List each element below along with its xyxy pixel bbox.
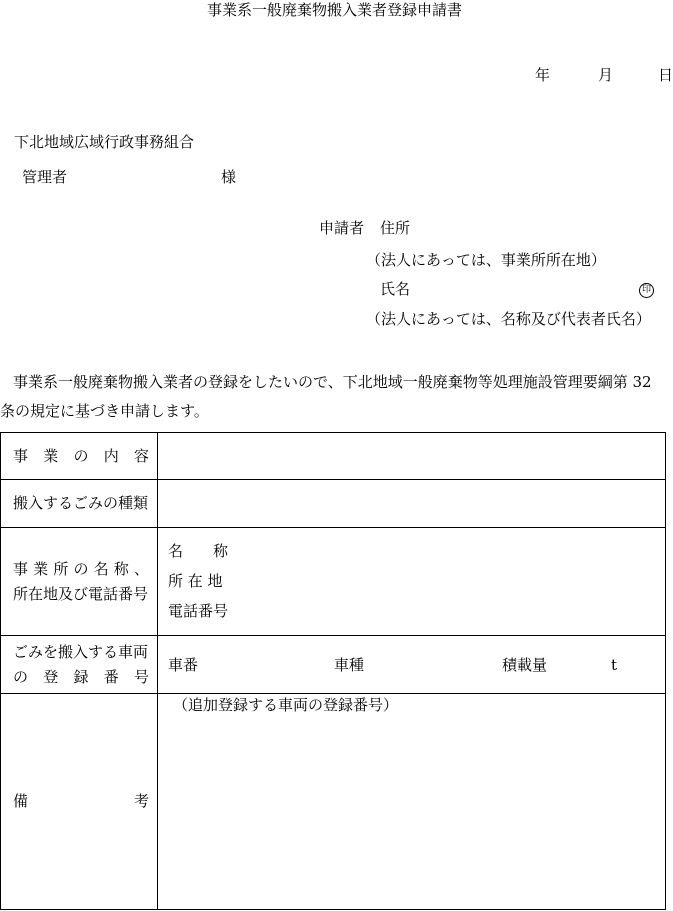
waste-type-label: 搬入するごみの種類: [1, 480, 158, 528]
label-char: 登: [43, 667, 59, 686]
date-day-label: 日: [658, 66, 673, 84]
label-char: 業: [43, 446, 59, 465]
applicant-label: 申請者: [319, 219, 365, 237]
addressee-org: 下北地域広域行政事務組合: [14, 133, 195, 151]
label-char: の: [73, 559, 89, 578]
vehicle-load-label: 積載量: [502, 656, 548, 674]
table-row-business-content: [1, 433, 666, 480]
label-char: 、: [133, 559, 149, 578]
vehicle-label: [1, 636, 158, 694]
remarks-note: （追加登録する車両の登録番号）: [173, 696, 399, 714]
vehicle-type-label: 車種: [334, 656, 365, 674]
office-info-label-line2: 所在地及び電話番号: [13, 584, 149, 603]
label-char: 所: [53, 559, 69, 578]
label-char: の: [73, 446, 89, 465]
business-content-label: [1, 433, 158, 480]
label-char: 容: [133, 446, 149, 465]
remarks-label: [1, 694, 158, 910]
vehicle-load-unit: t: [611, 656, 618, 674]
table-row-remarks: [1, 694, 666, 910]
label-char: 内: [103, 446, 119, 465]
table-row-office-info: [1, 528, 666, 636]
label-char: 号: [133, 667, 149, 686]
office-phone-label: 電話番号: [168, 602, 229, 620]
waste-type-field[interactable]: [158, 480, 666, 528]
office-name-label: 名 称: [168, 542, 229, 560]
vehicle-plate-label: 車番: [168, 656, 199, 674]
label-char: 事: [13, 446, 29, 465]
body-text-line2: 条の規定に基づき申請します。: [0, 402, 209, 420]
date-month-label: 月: [598, 66, 614, 84]
date-year-label: 年: [535, 66, 551, 84]
body-text-line1: 事業系一般廃棄物搬入業者の登録をしたいので、下北地域一般廃棄物等処理施設管理要綱第 32: [13, 373, 652, 391]
label-char: 称: [113, 559, 129, 578]
table-row-waste-type: [1, 480, 666, 528]
office-info-field[interactable]: [158, 528, 666, 636]
vehicle-label-line1: ごみを搬入する車両: [13, 642, 149, 661]
form-title: 事業系一般廃棄物搬入業者登録申請書: [206, 1, 462, 19]
office-info-label: [1, 528, 158, 636]
applicant-name-label: 氏名: [380, 280, 411, 298]
applicant-name-note: （法人にあっては、名称及び代表者氏名）: [366, 310, 651, 328]
label-char: 番: [103, 667, 119, 686]
addressee-honorific: 様: [221, 168, 237, 186]
table-row-vehicle: [1, 636, 666, 694]
office-location-label: 所 在 地: [168, 572, 223, 590]
label-char: 業: [33, 559, 49, 578]
addressee-role: 管理者: [22, 168, 68, 186]
vehicle-field[interactable]: [158, 636, 666, 694]
applicant-address-label: 住所: [380, 219, 411, 237]
label-char: 考: [133, 792, 149, 810]
seal-mark-icon: 印: [639, 283, 654, 298]
application-form-table: [0, 432, 666, 910]
label-char: の: [13, 667, 29, 686]
label-char: 事: [13, 559, 29, 578]
applicant-address-note: （法人にあっては、事業所所在地）: [366, 251, 606, 269]
business-content-field[interactable]: [158, 433, 666, 480]
remarks-field[interactable]: [158, 694, 666, 910]
label-char: 名: [93, 559, 109, 578]
label-char: 録: [73, 667, 89, 686]
label-char: 備: [13, 792, 29, 810]
